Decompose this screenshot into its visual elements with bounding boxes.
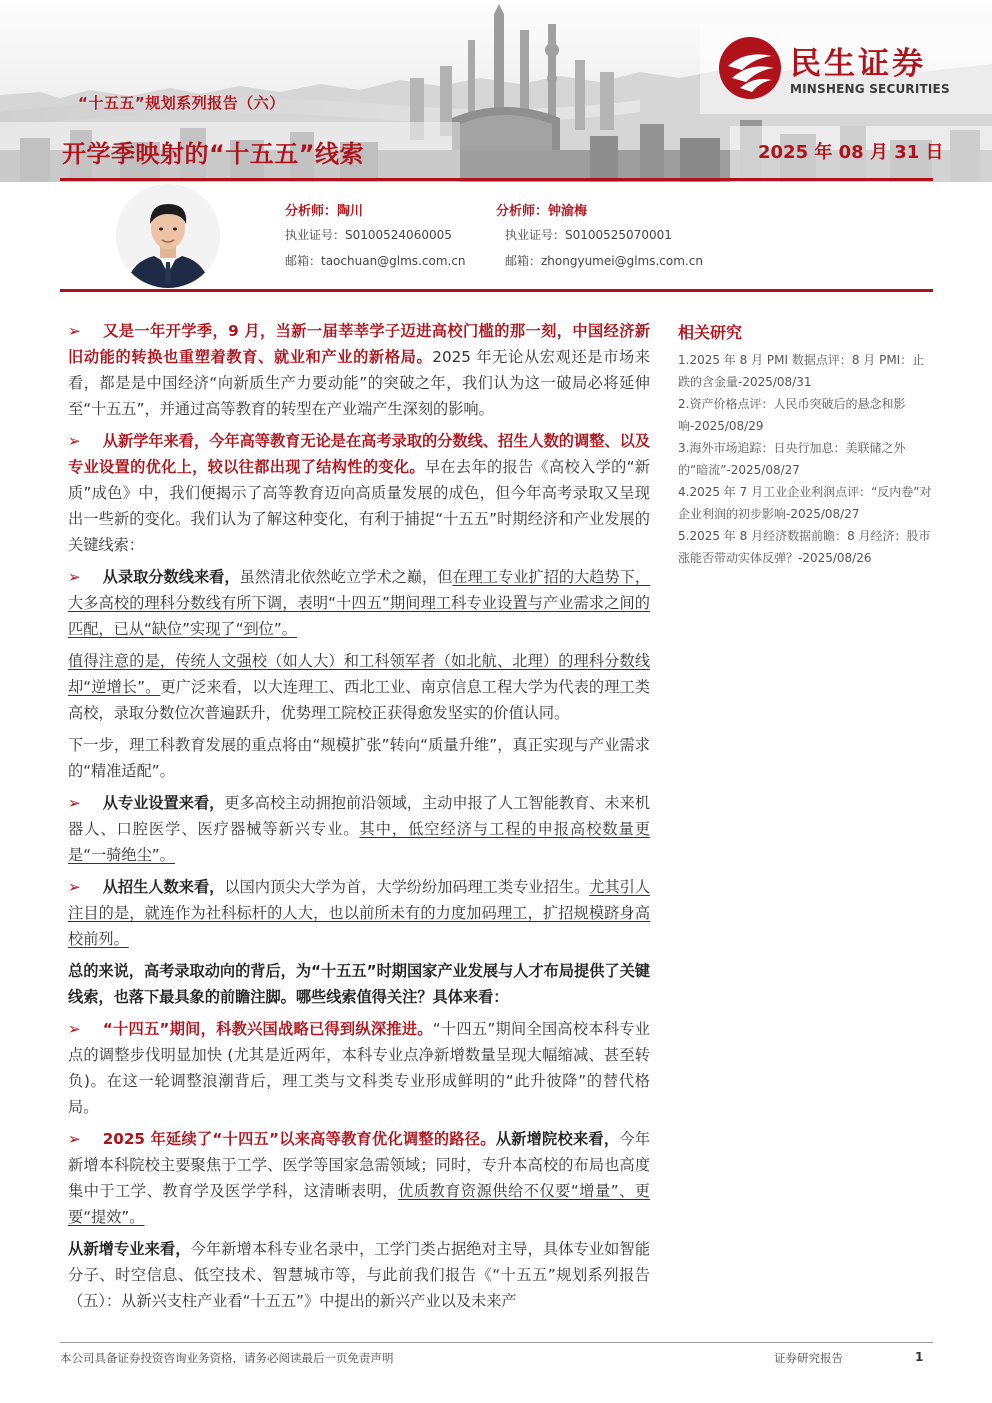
- paragraph-underline: 优质教育资源供给不仅要“增量”、更要“提效”。: [68, 1182, 650, 1226]
- paragraph-lead: 从录取分数线来看，: [102, 568, 240, 586]
- related-research-item[interactable]: 2.资产价格点评：人民币突破后的悬念和影响-2025/08/29: [678, 397, 906, 433]
- header-banner: [0, 0, 992, 182]
- footer-disclaimer: 本公司具备证券投资咨询业务资格，请务必阅读最后一页免责声明: [60, 1351, 394, 1365]
- related-research-item[interactable]: 4.2025 年 7 月工业企业利润点评：“反内卷”对企业利润的初步影响-2025/08/27: [678, 485, 932, 521]
- paragraph-underline: 值得注意的是，传统人文强校（如人大）和工科领军者（如北航、北理）的理科分数线却“逆增长”。: [68, 652, 650, 696]
- paragraph-text: 虽然清北依然屹立学术之巅，但: [239, 568, 453, 586]
- header-divider: [60, 178, 933, 181]
- paragraph-underline: 在理工专业扩招的大趋势下，大多高校的理科分数线有所下调，表明“十四五”期间理工科专业设置与产业需求之间的匹配，已从“缺位”实现了“到位”。: [68, 568, 651, 638]
- analyst-portrait-icon: [116, 184, 220, 288]
- paragraph-lead: “十四五”期间，科教兴国战略已得到纵深推进。: [102, 1020, 433, 1038]
- related-research-item[interactable]: 1.2025 年 8 月 PMI 数据点评：8 月 PMI：止跌的含金量-2025/08/31: [678, 353, 925, 389]
- paragraph-text: 以国内顶尖大学为首，大学纷纷加码理工类专业招生。: [224, 878, 590, 896]
- bullet-arrow-icon: ➢: [68, 568, 81, 586]
- paragraph-8: [68, 958, 650, 1010]
- analyst-email[interactable]: 邮箱：zhongyumei@glms.com.cn: [505, 254, 703, 268]
- report-date: 2025 年 08 月 31 日: [758, 142, 944, 163]
- paragraph-text: 更多高校主动拥抱前沿领域，主动申报了人工智能教育、未来机器人、口腔医学、医疗器械等新兴专业。: [68, 794, 651, 838]
- bullet-arrow-icon: ➢: [68, 432, 81, 450]
- paragraph-lead: 从专业设置来看，: [102, 794, 225, 812]
- bullet-arrow-icon: ➢: [68, 1130, 81, 1148]
- related-research-item[interactable]: 3.海外市场追踪：日央行加息：美联储之外的“暗流”-2025/08/27: [678, 441, 906, 477]
- paragraph-underline: 其中，低空经济与工程的申报高校数量更是“一骑绝尘”。: [68, 820, 651, 864]
- analyst-card-1: [285, 200, 466, 274]
- brand-name-cn: 民生证券: [790, 46, 926, 82]
- analyst-card-2: [496, 200, 703, 274]
- analyst-cert: 执业证号：S0100524060005: [285, 228, 452, 242]
- paragraph-text: 2025 年无论从宏观还是市场来看，都是是中国经济“向新质生产力要动能”的突破之年，我们认为这一破局必将延伸至“十五五”，并通过高等教育的转型在产业端产生深刻的影响。: [68, 348, 651, 418]
- report-title: 开学季映射的“十五五”线索: [62, 140, 365, 168]
- footer-doc-type: 证券研究报告: [774, 1351, 843, 1365]
- paragraph-9: [68, 1016, 650, 1120]
- analyst-photo: [116, 184, 220, 288]
- analyst-divider: [60, 289, 933, 292]
- report-body: [68, 318, 650, 1320]
- paragraph-3: [68, 564, 650, 642]
- paragraph-10: [68, 1126, 650, 1230]
- brand-name-en: MINSHENG SECURITIES: [790, 82, 950, 96]
- paragraph-text: “十四五”期间全国高校本科专业点的调整步伐明显加快 (尤其是近两年，本科专业点净新增数量呈现大幅缩减、甚至转负)。在这一轮调整浪潮背后，理工类与文科类专业形成鲜明的“此升彼降”的替代格局。: [68, 1020, 650, 1116]
- paragraph-lead: 从招生人数来看，: [102, 878, 225, 896]
- paragraph-text: 今年新增本科专业名录中，工学门类占据绝对主导，具体专业如智能分子、时空信息、低空技术、智慧城市等，与此前我们报告《“十五五”规划系列报告（五）：从新兴支柱产业看“十五五”》中提出的新兴产业以及未来产: [68, 1240, 651, 1310]
- paragraph-lead: 从新学年来看，今年高等教育无论是在高考录取的分数线、招生人数的调整、以及专业设置的优化上，较以往都出现了结构性的变化。: [68, 432, 650, 476]
- paragraph-lead-2: 从新增院校来看，: [495, 1130, 620, 1148]
- analyst-name: 分析师：陶川: [285, 204, 364, 219]
- paragraph-lead: 从新增专业来看，: [68, 1240, 191, 1258]
- paragraph-text: 早在去年的报告《高校入学的“新质”成色》中，我们便揭示了高等教育迈向高质量发展的成色，但今年高考录取又呈现出一些新的变化。我们认为了解这种变化，有利于捕捉“十五五”时期经济和产业发展的关键线索：: [68, 458, 650, 554]
- paragraph-1: [68, 318, 650, 422]
- brand-logo-icon: [718, 36, 782, 100]
- analyst-name: 分析师：钟渝梅: [496, 204, 588, 219]
- related-research-item[interactable]: 5.2025 年 8 月经济数据前瞻：8 月经济：股市涨能否带动实体反弹？-2025/08/26: [678, 529, 931, 565]
- bullet-arrow-icon: ➢: [68, 878, 81, 896]
- bullet-arrow-icon: ➢: [68, 1020, 81, 1038]
- related-research-title: 相关研究: [678, 323, 743, 342]
- analyst-email[interactable]: 邮箱：taochuan@glms.com.cn: [285, 254, 466, 268]
- footer-divider: [60, 1342, 933, 1343]
- paragraph-11: [68, 1236, 650, 1314]
- paragraph-lead: 又是一年开学季，9 月，当新一届莘莘学子迈进高校门槛的那一刻，中国经济新旧动能的转换也重塑着教育、就业和产业的新格局。: [68, 322, 650, 366]
- paragraph-2: [68, 428, 650, 558]
- brand-logo: [718, 36, 968, 106]
- page-number: 1: [915, 1350, 924, 1364]
- paragraph-lead: 总的来说，高考录取动向的背后，为“十五五”时期国家产业发展与人才布局提供了关键线索，也落下最具象的前瞻注脚。哪些线索值得关注？具体来看：: [68, 962, 650, 1006]
- paragraph-4: [68, 648, 650, 726]
- bullet-arrow-icon: ➢: [68, 322, 81, 340]
- bullet-arrow-icon: ➢: [68, 794, 81, 812]
- paragraph-underline: 尤其引人注目的是，就连作为社科标杆的人大，也以前所未有的力度加码理工，扩招规模跻身高校前列。: [68, 878, 651, 948]
- paragraph-5: [68, 732, 650, 784]
- paragraph-lead: 2025 年延续了“十四五”以来高等教育优化调整的路径。: [102, 1130, 496, 1148]
- analyst-cert: 执业证号：S0100525070001: [505, 228, 672, 242]
- related-research: [678, 320, 934, 569]
- paragraph-text: 今年新增本科院校主要聚焦于工学、医学等国家急需领域；同时，专升本高校的布局也高度集中于工学、教育学及医学学科，这清晰表明，: [68, 1130, 651, 1200]
- report-series: “十五五”规划系列报告（六）: [78, 94, 285, 112]
- paragraph-6: [68, 790, 650, 868]
- paragraph-text: 下一步，理工科教育发展的重点将由“规模扩张”转向“质量升维”，真正实现与产业需求的“精准适配”。: [68, 736, 650, 780]
- paragraph-7: [68, 874, 650, 952]
- paragraph-text: 更广泛来看，以大连理工、西北工业、南京信息工程大学为代表的理工类高校，录取分数位次普遍跃升，优势理工院校正获得愈发坚实的价值认同。: [68, 678, 650, 722]
